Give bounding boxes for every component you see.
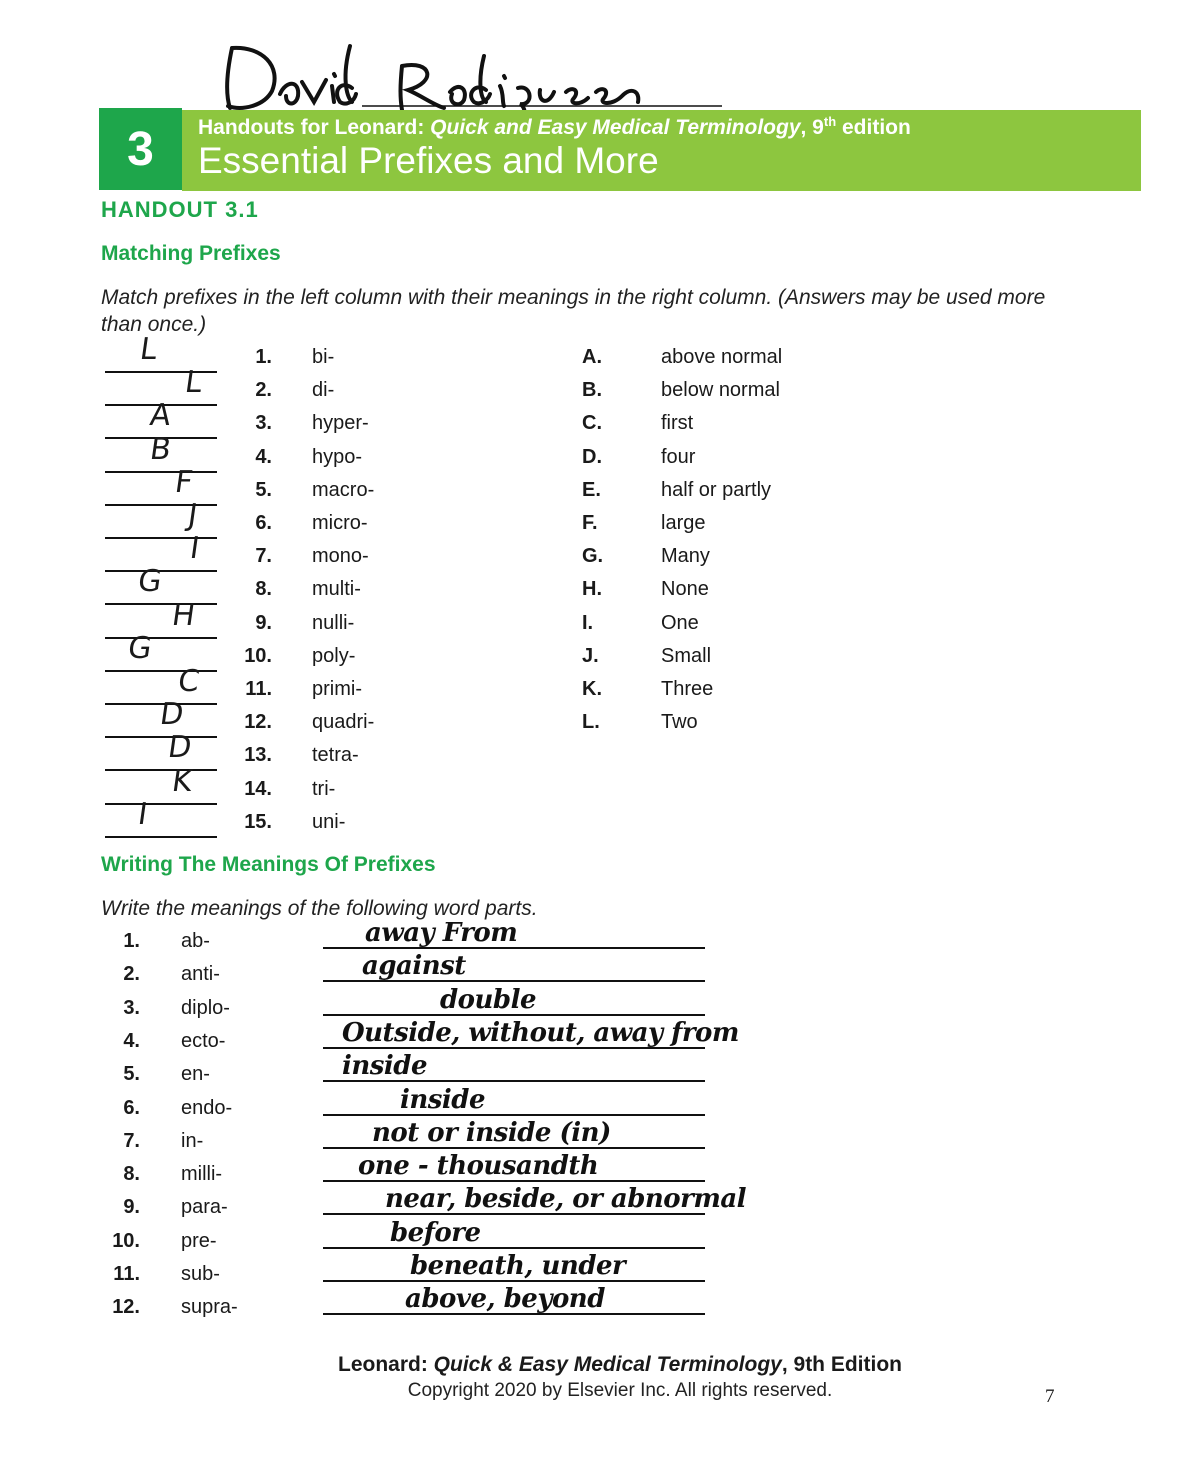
writing-row [0,1051,1200,1096]
item-number: 2. [123,963,140,986]
meaning-letter: B. [582,379,602,402]
item-number: 12. [244,711,272,734]
meaning-text: first [661,412,694,435]
handwritten-answer[interactable]: double [440,984,537,1015]
page-number: 7 [1045,1386,1055,1407]
meaning-letter: G. [582,545,604,568]
prefix-term: diplo- [181,996,230,1019]
prefix-term: milli- [181,1163,223,1186]
footer-book: Quick & Easy Medical Terminology [433,1353,782,1376]
meaning-text: four [661,445,696,468]
item-number: 2. [255,379,272,402]
matching-instructions: Match prefixes in the left column with their meanings in the right column. (Answers may be used more than once.) [101,286,1046,336]
meaning-letter: H. [582,578,602,601]
prefix-term: in- [181,1129,204,1152]
prefix-term: pre- [181,1229,217,1252]
header-subtitle-book: Quick and Easy Medical Terminology [430,116,801,139]
handwritten-answer[interactable]: L [182,365,205,401]
item-number: 3. [123,996,140,1019]
meaning-text: large [661,512,706,534]
handwritten-answer[interactable]: A [147,398,174,434]
item-number: 14. [244,777,272,800]
handwritten-answer[interactable]: inside [342,1051,428,1082]
footer-copyright: Copyright 2020 by Elsevier Inc. All rights reserved. [407,1380,833,1401]
item-number: 1. [255,346,272,368]
writing-row [0,1017,1200,1063]
item-number: 7. [255,545,272,568]
item-number: 1. [123,930,140,952]
answer-blank-line [323,1247,705,1249]
prefix-term: macro- [312,478,375,501]
item-number: 15. [244,810,272,833]
writing-row [0,1284,1200,1329]
handout-label: HANDOUT 3.1 [101,197,259,222]
header-subtitle-suffix: edition [836,116,911,139]
meaning-letter: A. [582,346,602,368]
writing-instructions: Write the meanings of the following word parts. [101,897,538,920]
handwritten-answer[interactable]: before [390,1217,481,1248]
footer-prefix: Leonard: [338,1353,434,1376]
item-number: 8. [255,578,272,601]
prefix-term: multi- [312,578,361,601]
prefix-term: micro- [312,512,368,534]
prefix-term: poly- [312,644,356,667]
prefix-term: endo- [181,1096,233,1119]
item-number: 9. [255,611,272,634]
handwritten-answer[interactable]: K [169,763,195,799]
prefix-term: hyper- [312,412,369,435]
prefix-term: anti- [181,963,220,986]
prefix-term: quadri- [312,711,375,734]
item-number: 11. [113,1263,140,1285]
meaning-letter: F. [582,512,598,534]
item-number: 3. [255,412,272,435]
handwritten-answer[interactable]: C [175,664,202,699]
handwritten-answer[interactable]: G [135,564,164,600]
handwritten-answer[interactable]: I [135,796,150,832]
header-subtitle-comma: , 9 [800,116,824,139]
handwritten-answer[interactable]: away From [365,918,518,948]
prefix-term: ecto- [181,1029,226,1052]
meaning-letter: J. [582,644,599,667]
meaning-text: above normal [661,346,783,368]
handwritten-answer[interactable]: B [147,431,174,467]
meaning-text: below normal [661,379,780,402]
prefix-term: supra- [181,1296,238,1319]
header-title: Essential Prefixes and More [198,140,659,181]
header-subtitle-sup: th [823,114,837,129]
item-number: 4. [123,1029,140,1052]
meaning-text: One [661,611,699,634]
handwritten-answer[interactable]: J [185,498,200,533]
handwritten-answer[interactable]: I [187,531,202,567]
matching-row [0,332,1200,379]
matching-section-title: Matching Prefixes [101,242,281,265]
prefix-term: tetra- [312,744,359,767]
writing-row [0,1117,1200,1163]
handwritten-answer[interactable]: inside [400,1084,486,1115]
handwritten-answer[interactable]: D [157,697,186,733]
meaning-text: Two [661,711,698,734]
handwritten-answer[interactable]: G [125,630,154,666]
handwritten-answer[interactable]: near, beside, or abnormal [385,1184,747,1215]
meaning-text: Small [661,644,712,667]
meaning-letter: K. [582,678,602,700]
prefix-term: para- [181,1196,228,1219]
prefix-term: primi- [312,678,362,700]
matching-row [0,498,1200,545]
handwritten-answer[interactable]: one - thousandth [358,1151,599,1182]
prefix-term: ab- [181,930,210,952]
item-number: 7. [123,1129,140,1152]
item-number: 5. [123,1063,140,1086]
meaning-letter: I. [582,611,594,634]
handwritten-answer[interactable]: not or inside (in) [372,1117,611,1148]
item-number: 12. [112,1296,140,1319]
answer-blank-line [105,836,217,838]
meaning-text: Many [661,545,710,568]
handwritten-answer[interactable]: L [137,332,160,367]
prefix-term: di- [312,379,335,402]
header-subtitle [198,114,911,140]
item-number: 5. [255,478,272,501]
meaning-letter: L. [582,711,600,734]
matching-row [0,796,1200,844]
prefix-term: mono- [312,545,369,568]
footer-book-title [0,1353,1200,1377]
handwritten-answer[interactable]: above, beyond [405,1284,605,1315]
writing-row [0,1184,1200,1229]
meaning-text: None [661,578,709,601]
footer-suffix: , 9th Edition [781,1353,902,1376]
prefix-term: en- [181,1063,210,1086]
writing-row [0,918,1200,963]
prefix-term: uni- [312,810,346,833]
item-number: 8. [123,1163,140,1186]
answer-blank-line [323,1114,705,1116]
prefix-term: bi- [312,346,335,368]
item-number: 9. [123,1196,140,1219]
prefix-term: sub- [181,1263,220,1285]
item-number: 4. [255,445,272,468]
item-number: 6. [255,512,272,534]
matching-row [0,464,1200,512]
handwritten-answer[interactable]: beneath, under [410,1251,626,1281]
handwritten-answer[interactable]: D [165,730,194,766]
prefix-term: tri- [312,777,336,800]
chapter-number-badge: 3 [99,108,182,190]
header-subtitle-prefix: Handouts for Leonard: [198,116,431,139]
item-number: 13. [244,744,272,767]
writing-row [0,951,1200,996]
item-number: 10. [244,644,272,667]
handwritten-answer[interactable]: Outside, without, away from [342,1017,739,1048]
handwritten-answer[interactable]: against [362,951,466,982]
handwritten-answer[interactable]: H [169,597,198,633]
meaning-text: half or partly [661,478,772,501]
meaning-text: Three [661,678,714,700]
item-number: 6. [123,1096,140,1119]
prefix-term: hypo- [312,445,363,468]
handwritten-answer[interactable]: F [172,464,195,500]
item-number: 11. [245,678,272,700]
meaning-letter: D. [582,445,602,468]
meaning-letter: E. [582,478,601,501]
writing-section-title: Writing The Meanings Of Prefixes [101,853,436,876]
item-number: 10. [112,1229,140,1252]
meaning-letter: C. [582,412,602,435]
prefix-term: nulli- [312,611,355,634]
